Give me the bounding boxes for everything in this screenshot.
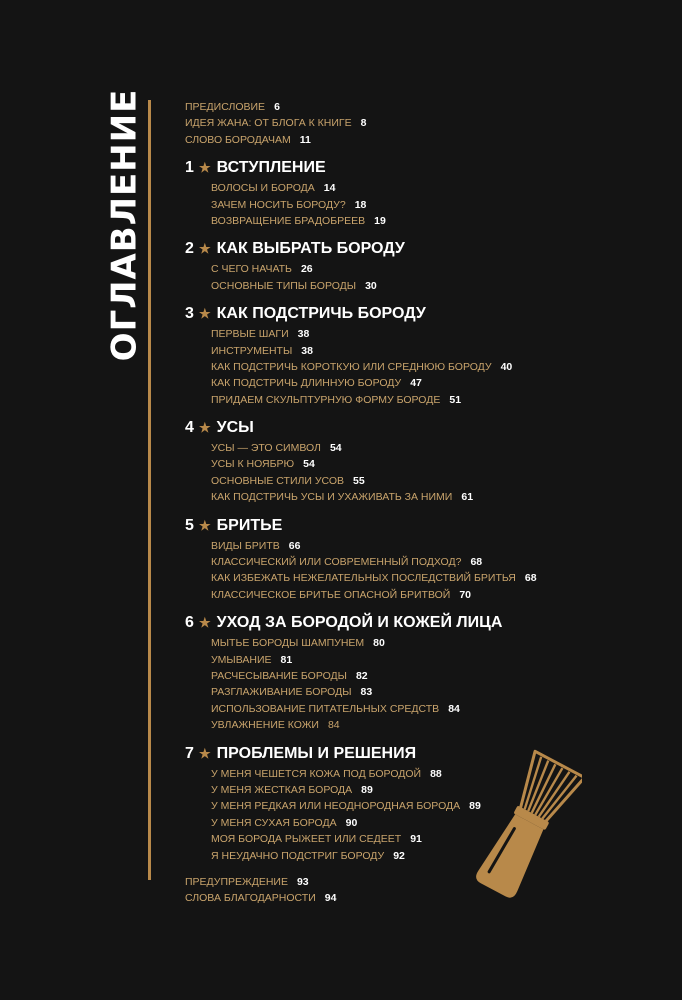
toc-entry[interactable] (211, 213, 655, 229)
toc-entry-title: РАСЧЕСЫВАНИЕ БОРОДЫ (211, 669, 347, 682)
toc-entry-title: УМЫВАНИЕ (211, 653, 272, 666)
chapter-3 (185, 302, 655, 408)
toc-entry-title: ИДЕЯ ЖАНА: ОТ БЛОГА К КНИГЕ (185, 117, 352, 130)
toc-entry-page: 38 (301, 344, 313, 357)
toc-entry-page: 90 (345, 816, 358, 829)
toc-entry[interactable] (211, 392, 655, 408)
chapter-entries (185, 635, 655, 733)
toc-entry-title: КАК ПОДСТРИЧЬ ДЛИННУЮ БОРОДУ (211, 377, 402, 390)
toc-entry-title: ЗАЧЕМ НОСИТЬ БОРОДУ? (211, 198, 346, 211)
toc-entry[interactable] (211, 261, 655, 277)
star-icon: ★ (199, 517, 211, 533)
toc-entry-page: 83 (360, 686, 373, 699)
chapter-number: 4 (185, 419, 194, 437)
toc-entry-title: ПЕРВЫЕ ШАГИ (211, 328, 289, 341)
toc-entry-page: 55 (353, 474, 365, 487)
toc-entry-title: РАЗГЛАЖИВАНИЕ БОРОДЫ (211, 686, 352, 699)
toc-entry-title: ВОЗВРАЩЕНИЕ БРАДОБРЕЕВ (211, 214, 366, 227)
toc-entry[interactable] (211, 848, 655, 864)
star-icon: ★ (199, 306, 211, 322)
toc-entry-page: 84 (327, 719, 340, 732)
toc-entry-page: 14 (323, 182, 336, 195)
toc-entry[interactable] (211, 798, 655, 814)
toc-entry-title: КЛАССИЧЕСКОЕ БРИТЬЕ ОПАСНОЙ БРИТВОЙ (211, 588, 451, 601)
star-icon: ★ (199, 745, 211, 761)
chapter-entries (185, 766, 655, 864)
chapter-entries (185, 180, 655, 229)
chapter-heading[interactable] (185, 302, 655, 326)
toc-entry[interactable] (211, 343, 655, 359)
toc-entry[interactable] (185, 890, 655, 906)
toc-entry[interactable] (185, 874, 655, 890)
toc-entry-page: 61 (461, 491, 474, 504)
toc-entry[interactable] (211, 635, 655, 651)
toc-entry[interactable] (211, 554, 655, 570)
chapter-4 (185, 416, 655, 506)
chapter-heading[interactable] (185, 611, 655, 635)
toc-entry[interactable] (211, 684, 655, 700)
toc-entry-page: 19 (374, 214, 386, 227)
toc-entry-title: ИНСТРУМЕНТЫ (211, 344, 293, 357)
chapter-number: 7 (185, 744, 194, 762)
toc-entry-title: СЛОВА БЛАГОДАРНОСТИ (185, 892, 316, 905)
chapter-number: 3 (185, 305, 194, 323)
toc-entry-title: Я НЕУДАЧНО ПОДСТРИГ БОРОДУ (211, 849, 385, 862)
chapter-heading[interactable] (185, 156, 655, 180)
toc-entry[interactable] (211, 668, 655, 684)
toc-entry-title: ОСНОВНЫЕ СТИЛИ УСОВ (211, 474, 345, 487)
toc-entry[interactable] (211, 278, 655, 294)
toc-entry-title: У МЕНЯ РЕДКАЯ ИЛИ НЕОДНОРОДНАЯ БОРОДА (211, 800, 461, 813)
page-title: ОГЛАВЛЕНИЕ (104, 88, 145, 362)
chapter-5 (185, 514, 655, 604)
chapter-title: КАК ВЫБРАТЬ БОРОДУ (216, 240, 405, 258)
toc-entry-page: 54 (329, 442, 342, 455)
toc-entry-page: 93 (296, 875, 309, 888)
chapter-heading[interactable] (185, 514, 655, 538)
toc-entry-page: 8 (360, 117, 367, 130)
side-title (100, 88, 148, 362)
toc-entry-title: УСЫ — ЭТО СИМВОЛ (211, 442, 321, 455)
chapter-number: 2 (185, 240, 194, 258)
toc-entry[interactable] (211, 440, 655, 456)
chapter-title: КАК ПОДСТРИЧЬ БОРОДУ (216, 305, 426, 323)
star-icon: ★ (199, 160, 211, 176)
toc-entry-title: УСЫ К НОЯБРЮ (211, 458, 295, 471)
toc-entry-title: СЛОВО БОРОДАЧАМ (185, 133, 291, 146)
toc-entry-title: ПРИДАЕМ СКУЛЬПТУРНУЮ ФОРМУ БОРОДЕ (211, 393, 441, 406)
chapter-2 (185, 237, 655, 294)
toc-entry-title: МЫТЬЕ БОРОДЫ ШАМПУНЕМ (211, 637, 365, 650)
chapter-number: 6 (185, 614, 194, 632)
chapter-title: УХОД ЗА БОРОДОЙ И КОЖЕЙ ЛИЦА (216, 614, 503, 632)
toc-entry-page: 91 (410, 833, 422, 846)
chapter-1 (185, 156, 655, 229)
toc-entry-title: ПРЕДУПРЕЖДЕНИЕ (185, 875, 288, 888)
chapter-title: ВСТУПЛЕНИЕ (216, 159, 326, 177)
table-of-contents (185, 99, 655, 907)
shaving-brush-icon (470, 748, 582, 908)
toc-entry-title: У МЕНЯ СУХАЯ БОРОДА (211, 816, 337, 829)
toc-entry-page: 80 (373, 637, 385, 650)
toc-entry-title: КАК ИЗБЕЖАТЬ НЕЖЕЛАТЕЛЬНЫХ ПОСЛЕДСТВИЙ БРИТЬЯ (211, 572, 516, 585)
chapter-entries (185, 440, 655, 506)
toc-entry-page: 68 (470, 556, 483, 569)
toc-entry[interactable] (211, 766, 655, 782)
toc-entry-page: 11 (299, 133, 311, 146)
toc-entry-page: 94 (324, 892, 337, 905)
toc-entry[interactable] (211, 197, 655, 213)
toc-entry-page: 68 (524, 572, 537, 585)
toc-entry[interactable] (211, 831, 655, 847)
chapter-entries (185, 261, 655, 294)
toc-entry[interactable] (211, 375, 655, 391)
toc-entry-page: 6 (274, 101, 280, 113)
chapters-list (185, 156, 655, 864)
toc-entry-page: 82 (355, 669, 368, 682)
toc-entry-page: 26 (300, 263, 313, 276)
toc-entry-page: 38 (297, 328, 310, 341)
chapter-title: БРИТЬЕ (216, 516, 283, 534)
prelude-list (185, 99, 655, 148)
toc-entry[interactable] (211, 326, 655, 342)
toc-entry-title: У МЕНЯ ЧЕШЕТСЯ КОЖА ПОД БОРОДОЙ (211, 767, 422, 780)
toc-entry[interactable] (211, 359, 655, 375)
toc-entry-page: 47 (410, 377, 422, 390)
toc-entry-title: ПРЕДИСЛОВИЕ (185, 101, 266, 113)
toc-entry-page: 92 (393, 849, 405, 862)
chapter-heading[interactable] (185, 742, 655, 766)
toc-entry[interactable] (211, 652, 655, 668)
toc-entry[interactable] (211, 456, 655, 472)
star-icon: ★ (199, 615, 211, 631)
toc-entry-page: 40 (500, 360, 513, 373)
toc-entry[interactable] (211, 538, 655, 554)
toc-entry[interactable] (185, 132, 655, 148)
toc-entry-title: ОСНОВНЫЕ ТИПЫ БОРОДЫ (211, 279, 357, 292)
toc-entry-page: 66 (288, 539, 301, 552)
star-icon: ★ (199, 241, 211, 257)
toc-entry-page: 84 (448, 702, 460, 715)
toc-entry[interactable] (211, 570, 655, 586)
toc-entry-page: 51 (449, 393, 462, 406)
toc-entry[interactable] (211, 473, 655, 489)
toc-entry-title: ВОЛОСЫ И БОРОДА (211, 182, 315, 195)
toc-entry[interactable] (211, 587, 655, 603)
chapter-number: 1 (185, 159, 194, 177)
toc-entry[interactable] (185, 99, 655, 115)
toc-entry[interactable] (185, 115, 655, 131)
chapter-7 (185, 742, 655, 864)
chapter-heading[interactable] (185, 237, 655, 261)
toc-entry-page: 70 (459, 588, 472, 601)
toc-entry-title: УВЛАЖНЕНИЕ КОЖИ (211, 719, 319, 732)
toc-entry-title: ВИДЫ БРИТВ (211, 539, 280, 552)
toc-entry[interactable] (211, 717, 655, 733)
toc-entry-page: 88 (430, 767, 442, 780)
toc-entry[interactable] (211, 701, 655, 717)
coda-list (185, 874, 655, 907)
chapter-title: ПРОБЛЕМЫ И РЕШЕНИЯ (216, 744, 417, 762)
toc-entry-title: ИСПОЛЬЗОВАНИЕ ПИТАТЕЛЬНЫХ СРЕДСТВ (211, 702, 440, 715)
chapter-number: 5 (185, 516, 194, 534)
chapter-heading[interactable] (185, 416, 655, 440)
toc-entry[interactable] (211, 782, 655, 798)
star-icon: ★ (199, 420, 211, 436)
toc-entry-title: МОЯ БОРОДА РЫЖЕЕТ ИЛИ СЕДЕЕТ (211, 833, 402, 846)
chapter-entries (185, 538, 655, 604)
toc-entry-page: 18 (354, 198, 367, 211)
toc-entry-title: КЛАССИЧЕСКИЙ ИЛИ СОВРЕМЕННЫЙ ПОДХОД? (211, 556, 462, 569)
toc-entry-title: С ЧЕГО НАЧАТЬ (211, 263, 292, 276)
toc-entry-title: У МЕНЯ ЖЕСТКАЯ БОРОДА (211, 783, 353, 796)
toc-entry-title: КАК ПОДСТРИЧЬ УСЫ И УХАЖИВАТЬ ЗА НИМИ (211, 491, 453, 504)
toc-entry-page: 81 (280, 653, 293, 666)
chapter-6 (185, 611, 655, 733)
toc-entry[interactable] (211, 815, 655, 831)
toc-entry[interactable] (211, 489, 655, 505)
toc-entry-page: 54 (303, 458, 315, 471)
divider-line (148, 100, 151, 880)
toc-entry-page: 89 (469, 800, 481, 813)
chapter-entries (185, 326, 655, 408)
toc-entry[interactable] (211, 180, 655, 196)
toc-entry-page: 30 (365, 279, 377, 292)
chapter-title: УСЫ (216, 419, 254, 437)
toc-entry-title: КАК ПОДСТРИЧЬ КОРОТКУЮ ИЛИ СРЕДНЮЮ БОРОДУ (211, 360, 492, 373)
toc-entry-page: 89 (361, 783, 373, 796)
